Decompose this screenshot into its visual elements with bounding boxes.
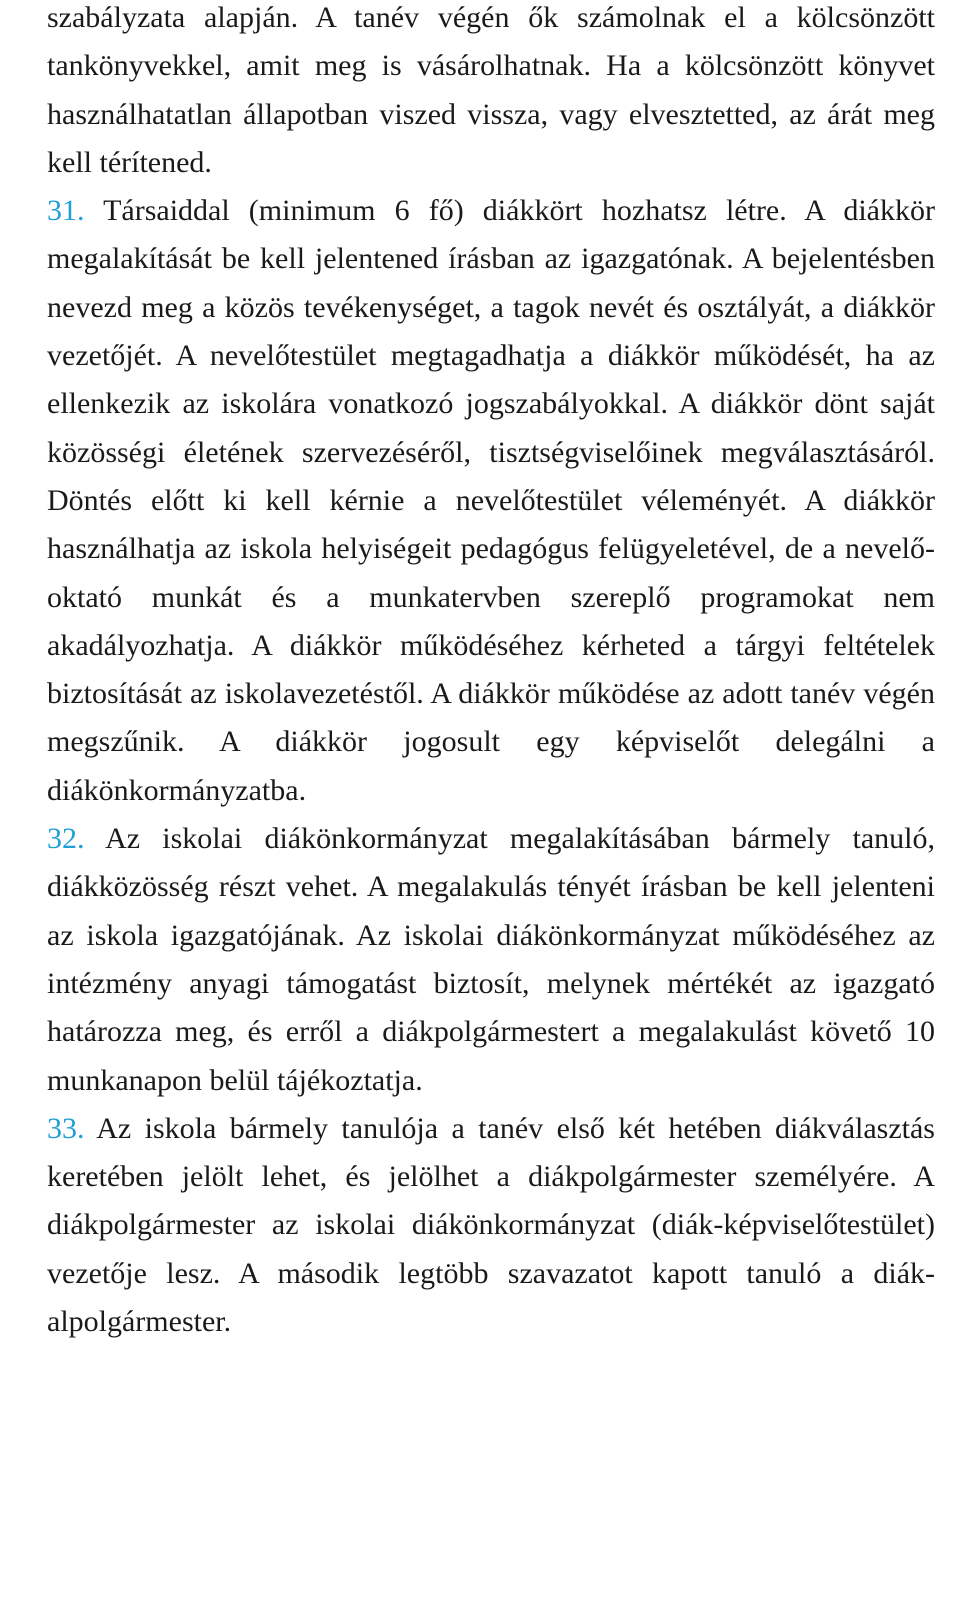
rule-text: Az iskolai diákönkormányzat megalakításában bármely tanuló, diákközösség részt vehet. A megalakulás tényét írásban be kell jelenteni az iskola igazgatójának. Az iskolai diákönkormányzat működéséhez az intézmény anyagi támogatást biztosít, melynek mértékét az igazgató határozza meg, és erről a diákpolgármestert a megalakulást követő 10 munkanapon belül tájékoztatja. <box>47 822 935 1097</box>
rule-number: 32. <box>47 822 85 856</box>
rule-item-32 <box>47 815 935 1105</box>
rule-number: 31. <box>47 194 85 228</box>
rule-item-33 <box>47 1105 935 1346</box>
rule-text: Az iskola bármely tanulója a tanév első két hetében diákválasztás keretében jelölt lehet, és jelölhet a diákpolgármester személyére. A diákpolgármester az iskolai diákönkormányzat (diák-képviselőtestület) vezetője lesz. A második legtöbb szavazatot kapott tanuló a diák-alpolgármester. <box>47 1111 935 1339</box>
rule-number: 33. <box>47 1111 85 1145</box>
document-page <box>47 0 935 1346</box>
rule-text: Társaiddal (minimum 6 fő) diákkört hozhatsz létre. A diákkör megalakítását be kell jelentened írásban az igazgatónak. A bejelentésben nevezd meg a közös tevékenységet, a tagok nevét és osztályát, a diákkör vezetőjét. A nevelőtestület megtagadhatja a diákkör működését, ha az ellenkezik az iskolára vonatkozó jogszabályokkal. A diákkör dönt saját közösségi életének szervezéséről, tisztségviselőinek megválasztásáról. Döntés előtt ki kell kérnie a nevelőtestület véleményét. A diákkör használhatja az iskola helyiségeit pedagógus felügyeletével, de a nevelő-oktató munkát és a munkatervben szereplő programokat nem akadályozhatja. A diákkör működéséhez kérheted a tárgyi feltételek biztosítását az iskolavezetéstől. A diákkör működése az adott tanév végén megszűnik. A diákkör jogosult egy képviselőt delegálni a diákönkormányzatba. <box>47 194 935 807</box>
rule-item-31 <box>47 187 935 815</box>
intro-paragraph: szabályzata alapján. A tanév végén ők számolnak el a kölcsönzött tankönyvekkel, amit meg is vásárolhatnak. Ha a kölcsönzött könyvet használhatatlan állapotban viszed vissza, vagy elvesztetted, az árát meg kell térítened. <box>47 1 935 179</box>
